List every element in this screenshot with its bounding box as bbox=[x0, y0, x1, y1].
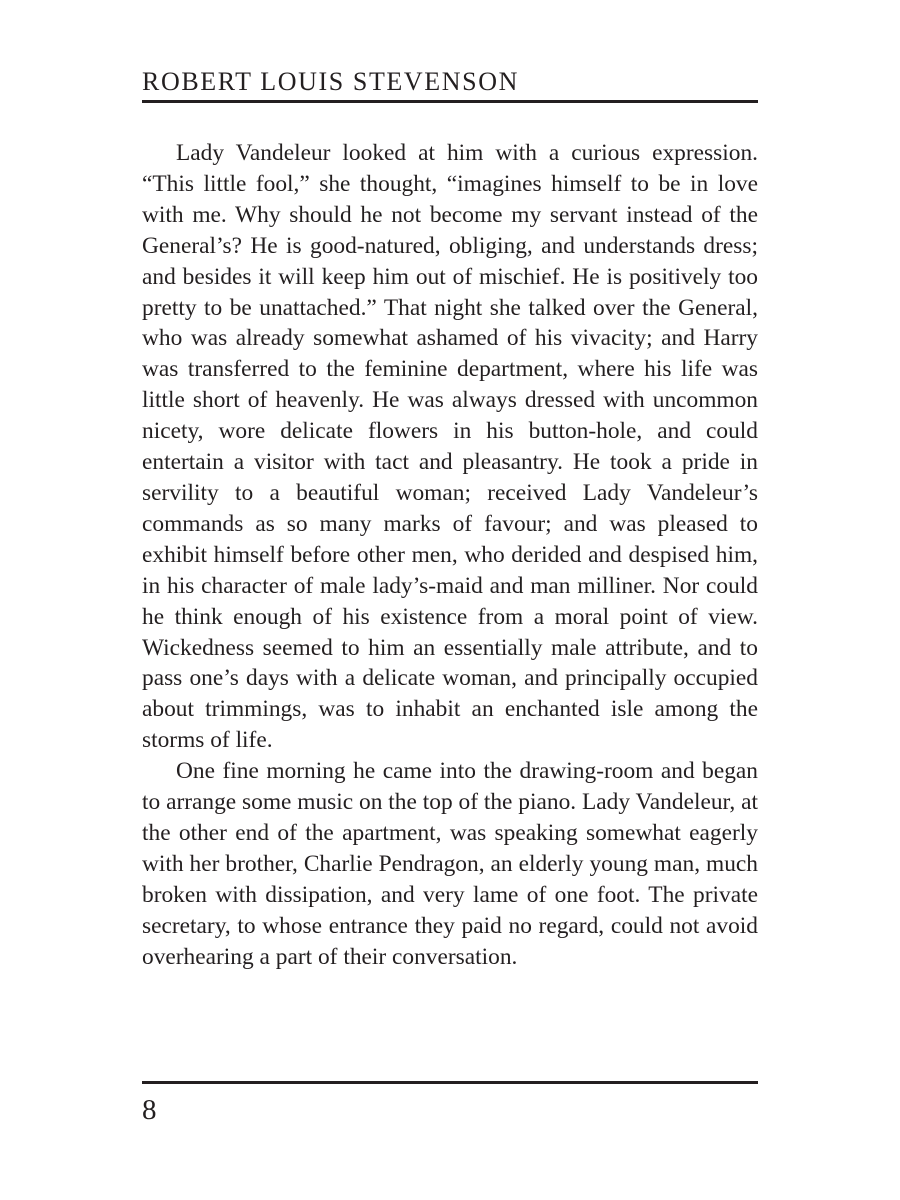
header-rule bbox=[142, 100, 758, 103]
running-head: ROBERT LOUIS STEVENSON bbox=[142, 67, 519, 96]
footer-rule bbox=[142, 1081, 758, 1084]
page-number: 8 bbox=[142, 1094, 157, 1126]
paragraph-2: One fine morning he came into the drawing-room and began to arrange some music on the top of the piano. Lady Vandeleur, at the other end of the apartment, was speaking somewhat eagerly with her brother, Charlie Pendragon, an elderly young man, much broken with dissipation, and very lame of one foot. The private secretary, to whose entrance they paid no regard, could not avoid overhearing a part of their conversation. bbox=[142, 758, 758, 970]
body-text bbox=[142, 138, 758, 972]
paragraph-1: Lady Vandeleur looked at him with a curious expression. “This little fool,” she thought, “imagines himself to be in love with me. Why should he not become my servant instead of the General’s? He is good-natured, obliging, and understands dress; and besides it will keep him out of mischief. He is positively too pretty to be unattached.” That night she talked over the General, who was already somewhat ashamed of his vivacity; and Harry was transferred to the feminine department, where his life was little short of heavenly. He was always dressed with uncommon nicety, wore delicate flowers in his button-hole, and could entertain a visitor with tact and pleasantry. He took a pride in servility to a beautiful woman; received Lady Vandeleur’s commands as so many marks of favour; and was pleased to exhibit himself before other men, who derided and despised him, in his character of male lady’s-maid and man milliner. Nor could he think enough of his existence from a moral point of view. Wickedness seemed to him an essentially male attribute, and to pass one’s days with a delicate woman, and principally occupied about trimmings, was to inhabit an enchanted isle among the storms of life. bbox=[142, 140, 758, 754]
